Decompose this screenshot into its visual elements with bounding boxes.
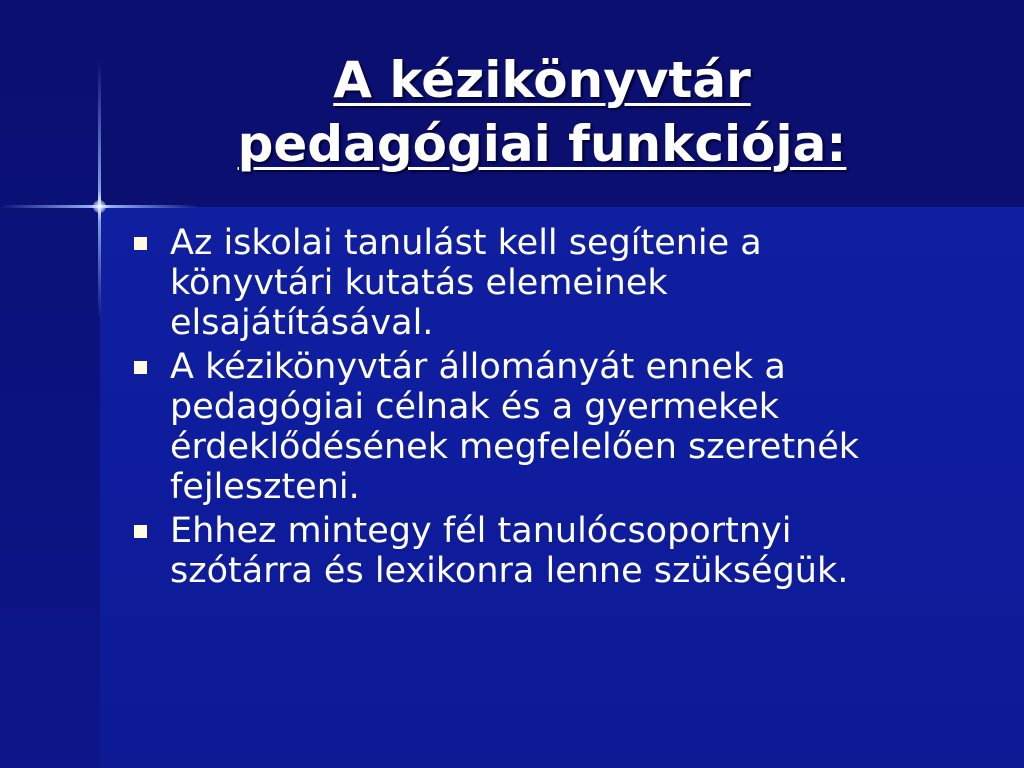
sparkle-vertical-ray: [98, 60, 101, 320]
left-decor-band: [0, 0, 100, 768]
bullet-text-line: érdeklődésének megfelelően szeretnék: [170, 427, 860, 467]
bullet-text-line: Az iskolai tanulást kell segítenie a: [170, 223, 762, 263]
bullet-text-line: szótárra és lexikonra lenne szükségük.: [170, 551, 849, 591]
bullet-text-line: elsajátításával.: [170, 303, 434, 343]
bullet-list: [130, 223, 980, 595]
sparkle-icon: [93, 200, 106, 213]
slide-title-line-2: pedagógiai funkciója:: [237, 115, 847, 173]
square-bullet-icon: [134, 361, 147, 374]
bullet-item-2: [130, 347, 980, 507]
bullet-text-line: fejleszteni.: [170, 467, 360, 507]
bullet-text-line: könyvtári kutatás elemeinek: [170, 263, 668, 303]
slide-title: [120, 48, 964, 176]
bullet-item-3: [130, 511, 980, 591]
bullet-text-line: pedagógiai célnak és a gyermekek: [170, 387, 779, 427]
bullet-text-line: Ehhez mintegy fél tanulócsoportnyi: [170, 511, 792, 551]
square-bullet-icon: [134, 525, 147, 538]
slide-title-line-1: A kézikönyvtár: [333, 51, 751, 109]
bullet-text-line: A kézikönyvtár állományát ennek a: [170, 347, 786, 387]
bullet-item-1: [130, 223, 980, 343]
square-bullet-icon: [134, 237, 147, 250]
